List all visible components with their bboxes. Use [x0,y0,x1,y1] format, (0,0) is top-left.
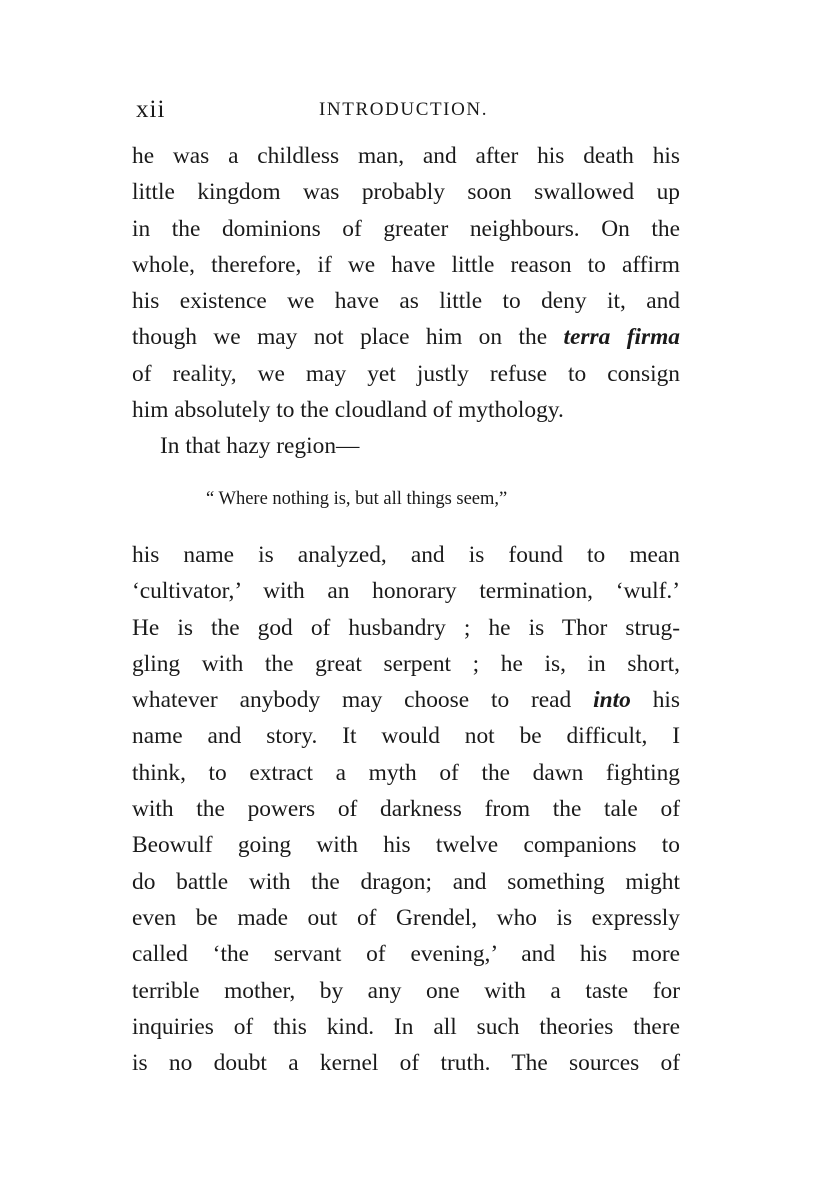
text-line: name and story. It would not be difficult, I [132,723,680,750]
paragraph-opening-line: In that hazy region— [160,433,360,460]
text-line: even be made out of Grendel, who is expressly [132,904,680,931]
paragraph-continuation [132,138,680,465]
text-line: whole, therefore, if we have little reason to affirm [132,251,680,278]
verse-quotation: “ Where nothing is, but all things seem,” [206,489,508,509]
text-line [132,319,680,355]
text-line: do battle with the dragon; and something might [132,868,680,895]
text-line: called ‘the servant of evening,’ and his more [132,941,680,968]
text-line: with the powers of darkness from the tale of [132,796,680,823]
running-title: INTRODUCTION. [319,99,489,120]
text-line: is no doubt a kernel of truth. The sources of [132,1050,680,1077]
text-line: of reality, we may yet justly refuse to consign [132,360,680,387]
text-line: him absolutely to the cloudland of mythology. [132,397,564,424]
italic-phrase: terra firma [563,324,680,351]
text-line: he was a childless man, and after his death his [132,143,680,169]
text-line: little kingdom was probably soon swallowed up [132,179,680,206]
text-line: terrible mother, by any one with a taste for [132,977,680,1004]
text-fragment: his [630,687,680,714]
page-number: xii [136,96,166,123]
text-line: Beowulf going with his twelve companions to [132,832,680,859]
running-head [134,96,680,126]
text-line: his existence we have as little to deny it, and [132,288,680,315]
text-line: gling with the great serpent ; he is, in short, [132,650,680,677]
text-line: ‘cultivator,’ with an honorary termination, ‘wulf.’ [132,578,680,605]
italic-word: into [593,687,631,714]
text-line: in the dominions of greater neighbours. On the [132,215,680,242]
text-fragment: whatever anybody may choose to read [132,687,594,714]
text-line: his name is analyzed, and is found to mean [132,542,680,568]
text-line: inquiries of this kind. In all such theories there [132,1013,680,1040]
text-fragment: though we may not place him on the [132,324,564,351]
text-line: think, to extract a myth of the dawn fighting [132,759,680,786]
paragraph-body [132,537,680,1081]
text-line: He is the god of husbandry ; he is Thor strug- [132,614,680,641]
text-line [132,682,680,718]
